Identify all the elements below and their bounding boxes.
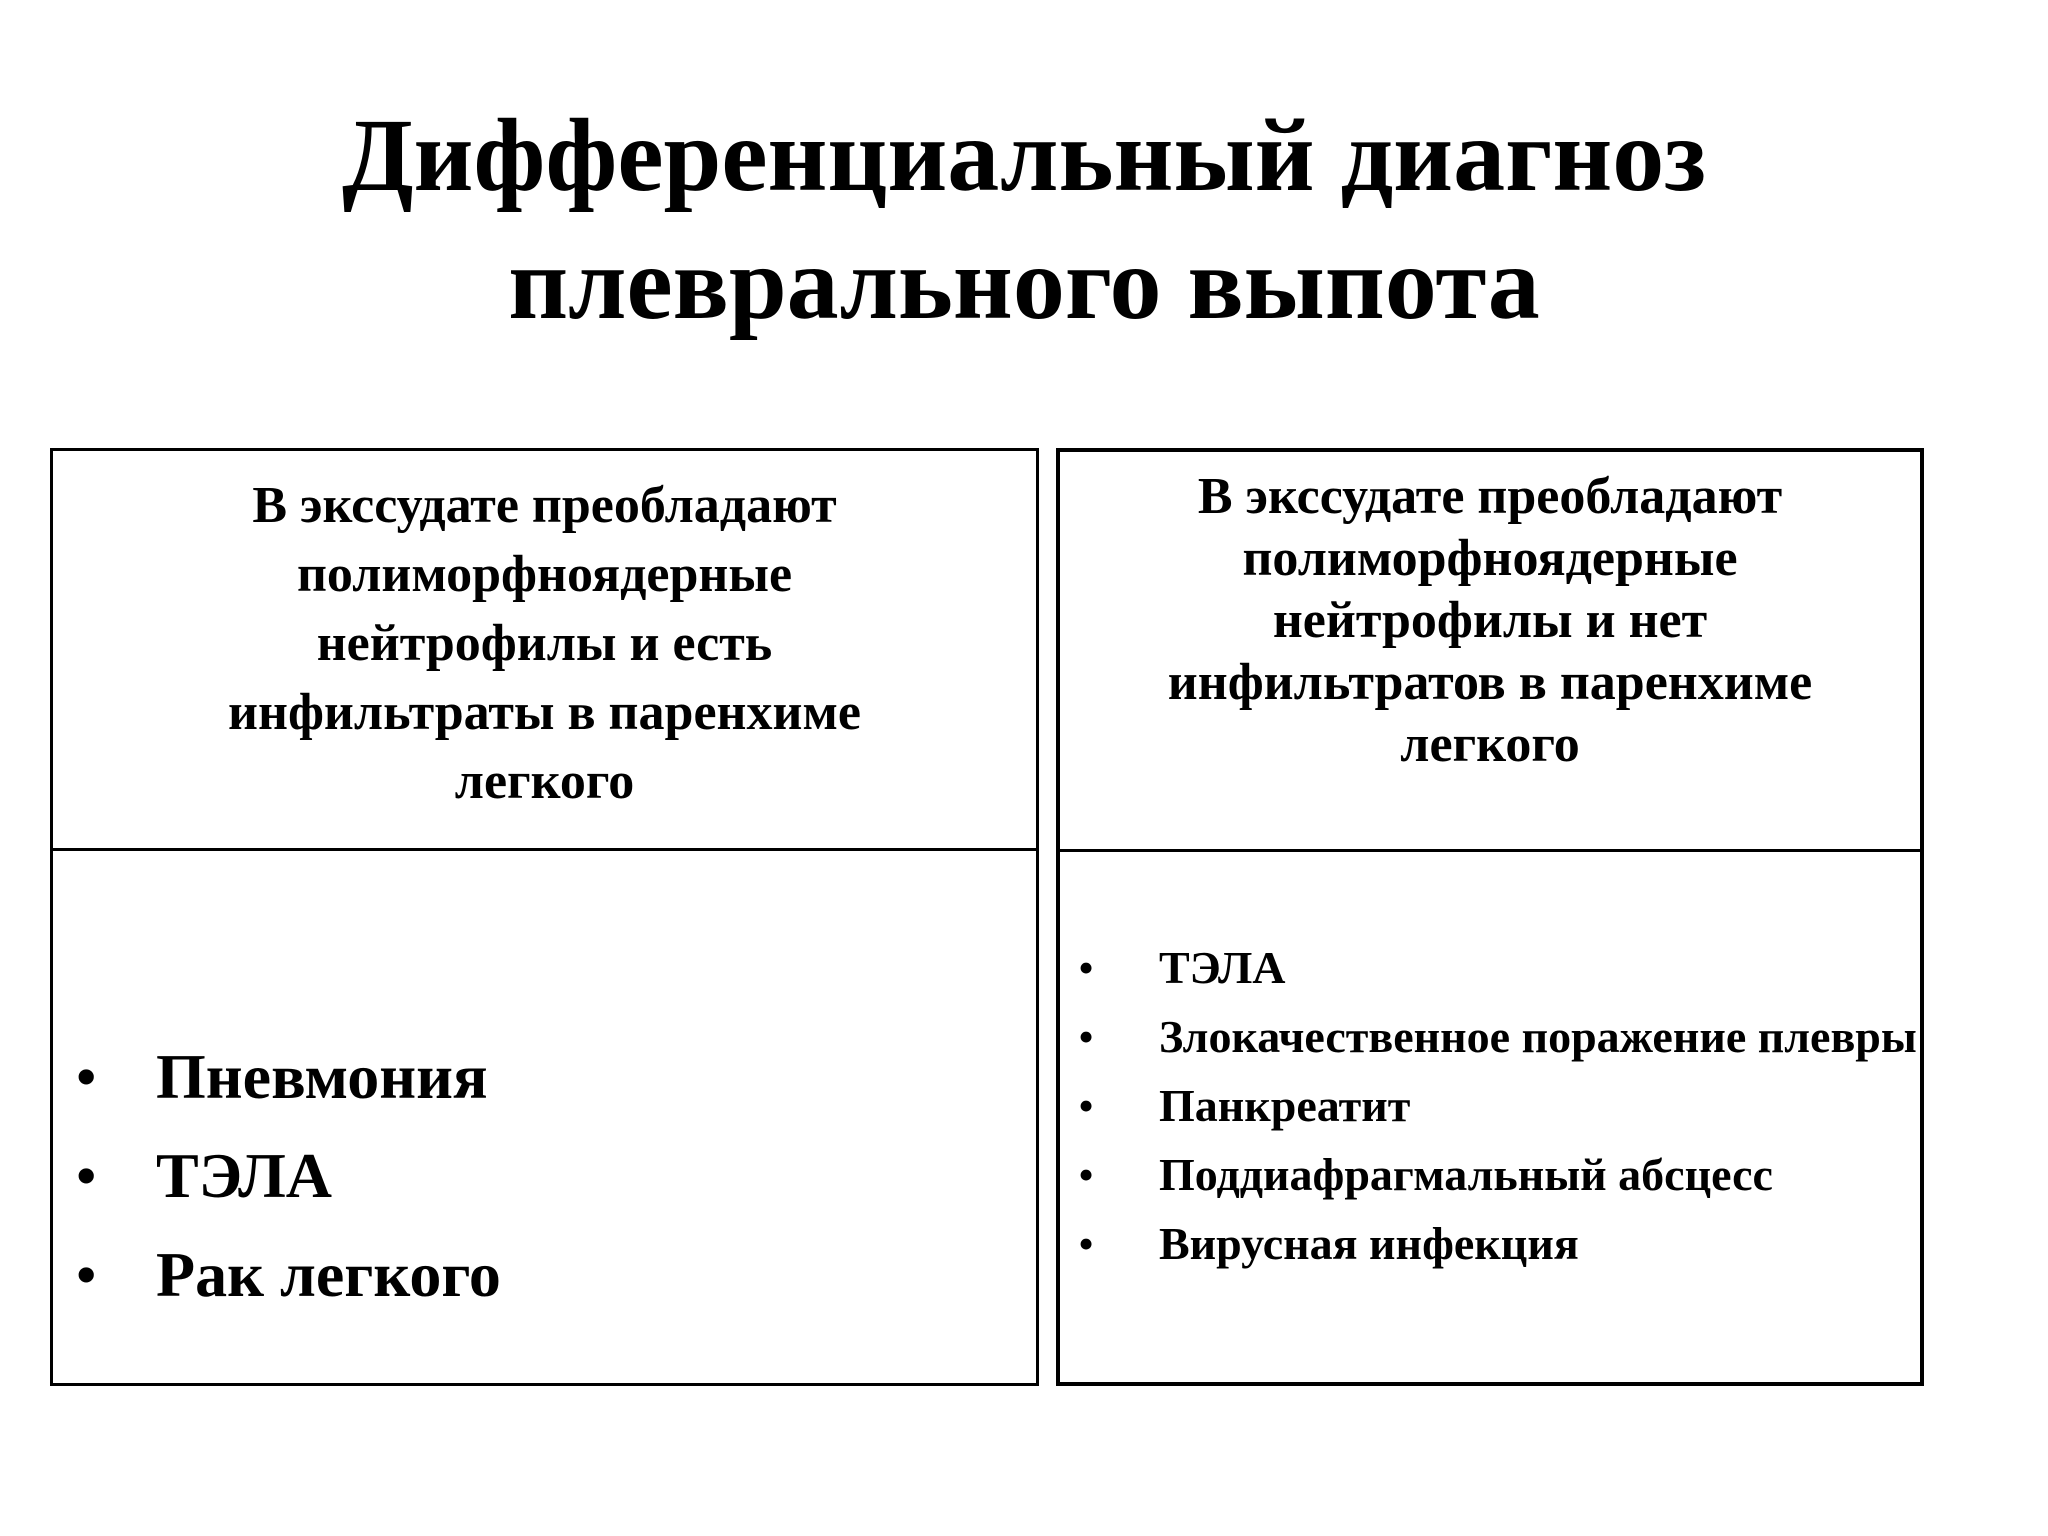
bullet: • <box>75 1140 98 1211</box>
right-panel-header <box>1060 452 1920 852</box>
left-panel-header <box>53 451 1036 851</box>
list-item <box>1060 940 1920 996</box>
left-panel-list <box>53 1027 1036 1324</box>
left-header-line: В экссудате преобладают <box>252 477 837 534</box>
slide-title <box>0 92 2048 348</box>
list-item-label: Злокачественное поражение плевры <box>1159 1011 1917 1062</box>
left-header-line: инфильтраты в паренхиме <box>228 684 861 741</box>
right-header-line: В экссудате преобладают <box>1197 468 1783 525</box>
left-header-line: нейтрофилы и есть <box>316 615 773 672</box>
bullet: • <box>75 1041 98 1112</box>
bullet: • <box>1078 1149 1095 1200</box>
bullet: • <box>1078 1011 1095 1062</box>
list-item <box>1060 1078 1920 1134</box>
left-panel <box>50 448 1039 1386</box>
right-header-line: легкого <box>1400 716 1580 773</box>
list-item <box>53 1126 1036 1225</box>
list-item <box>1060 1216 1920 1272</box>
bullet: • <box>1078 942 1095 993</box>
list-item-label: Поддиафрагмальный абсцесс <box>1159 1149 1773 1200</box>
list-item-label: Рак легкого <box>156 1239 501 1310</box>
list-item <box>53 1225 1036 1324</box>
list-item-label: Панкреатит <box>1159 1080 1411 1131</box>
list-item <box>1060 1147 1920 1203</box>
title-line-2: плеврального выпота <box>508 226 1540 341</box>
left-header-line: полиморфноядерные <box>296 546 793 603</box>
list-item <box>53 1027 1036 1126</box>
right-panel-list <box>1060 940 1920 1285</box>
bullet: • <box>75 1239 98 1310</box>
list-item-label: Пневмония <box>156 1041 488 1112</box>
title-line-1: Дифференциальный диагноз <box>341 98 1707 213</box>
right-panel <box>1056 448 1924 1386</box>
right-header-line: полиморфноядерные <box>1242 530 1738 587</box>
bullet: • <box>1078 1218 1095 1269</box>
bullet: • <box>1078 1080 1095 1131</box>
list-item <box>1060 1009 1920 1065</box>
left-header-line: легкого <box>454 753 635 810</box>
list-item-label: ТЭЛА <box>1159 942 1286 993</box>
list-item-label: Вирусная инфекция <box>1159 1218 1579 1269</box>
right-header-line: инфильтратов в паренхиме <box>1167 654 1813 711</box>
list-item-label: ТЭЛА <box>156 1140 332 1211</box>
right-header-line: нейтрофилы и нет <box>1272 592 1708 649</box>
